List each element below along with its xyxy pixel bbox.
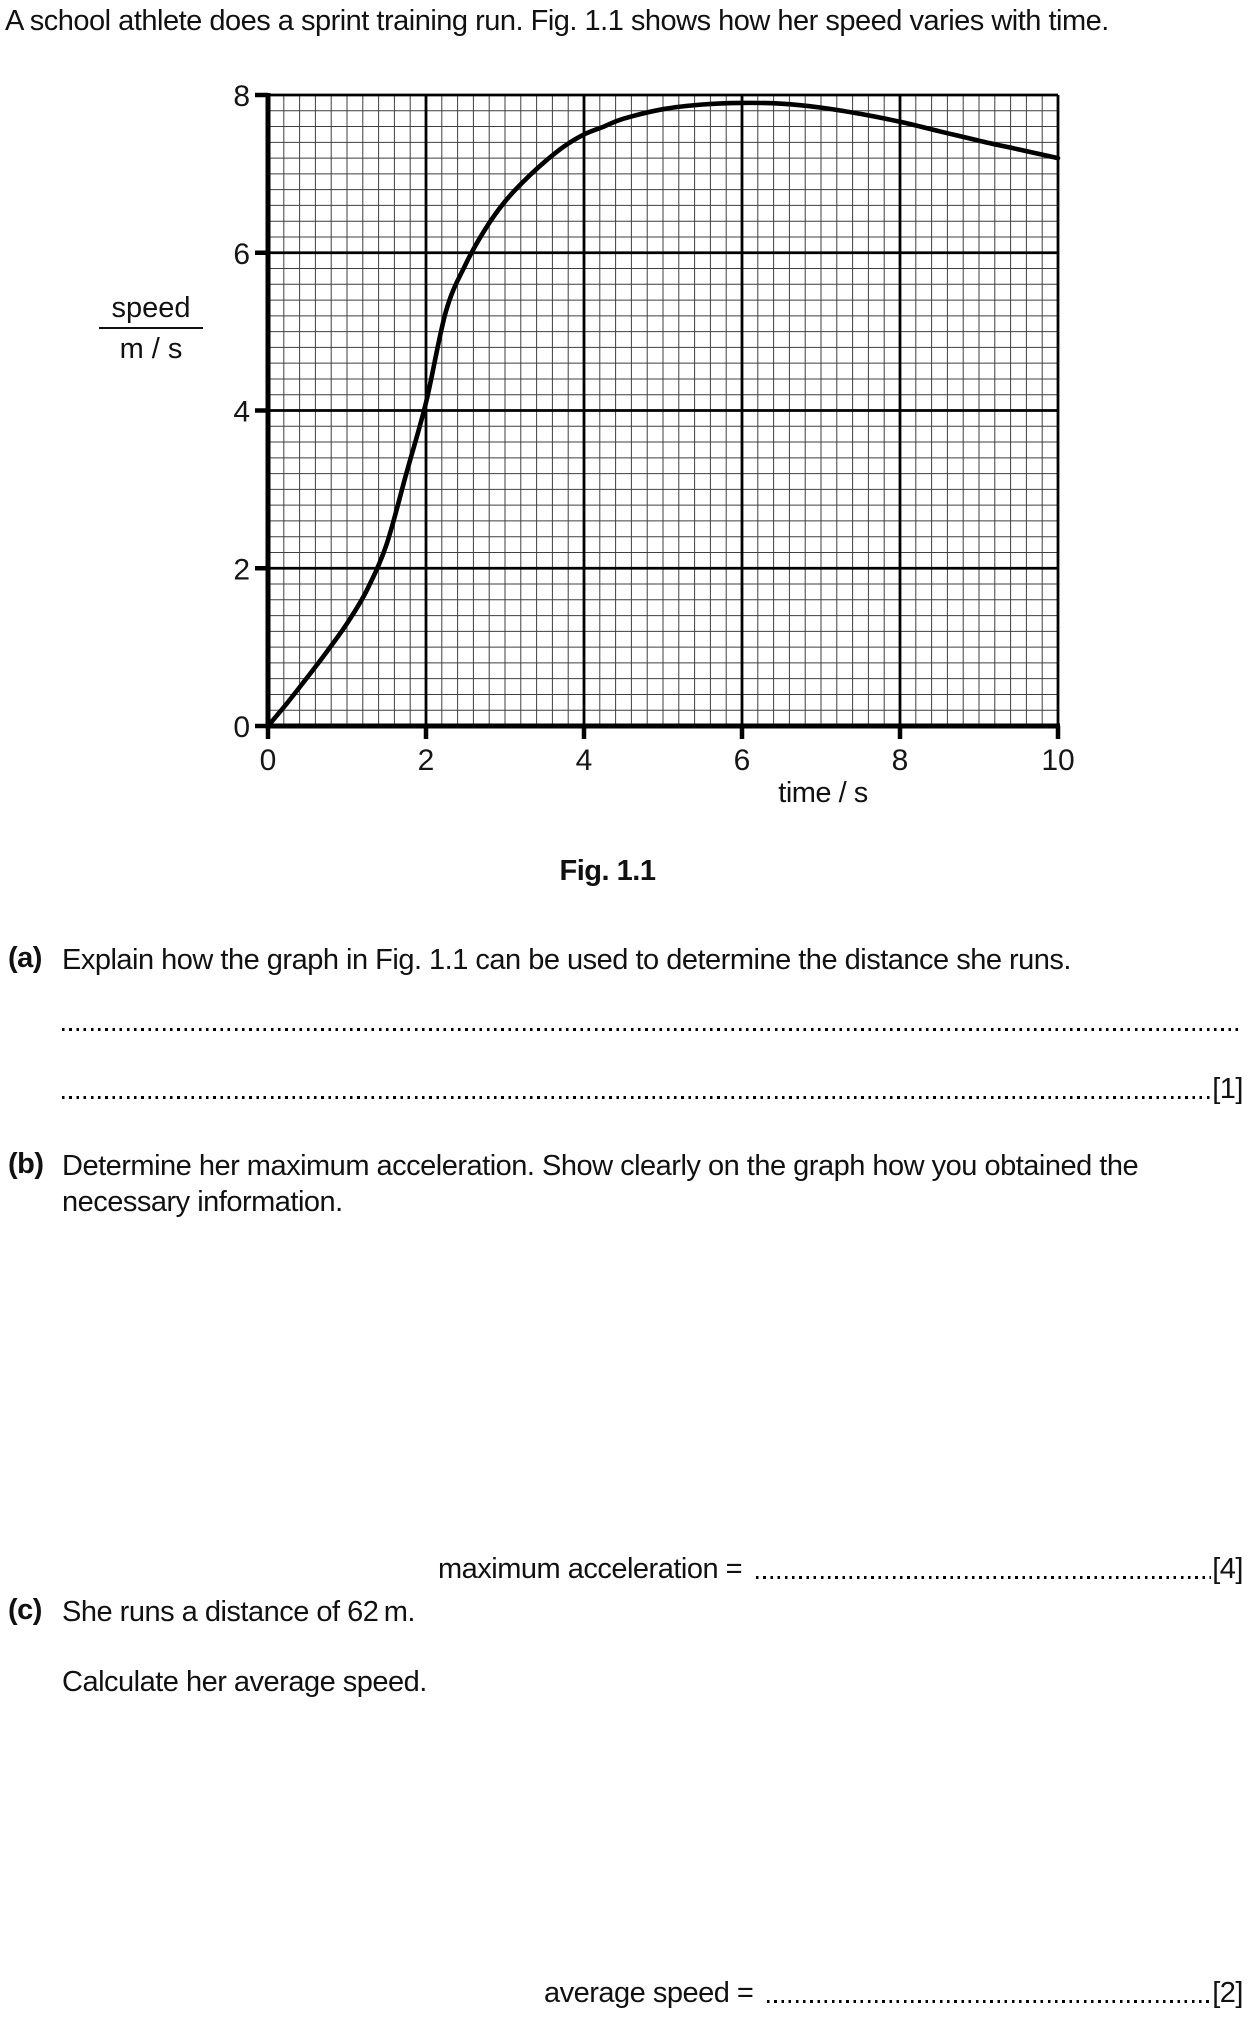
average-speed-label: average speed = — [544, 1977, 754, 2009]
answer-dots — [767, 2000, 1211, 2004]
fraction-bar — [99, 327, 203, 329]
marks-b: [4] — [1212, 1553, 1243, 1585]
y-tick-label: 6 — [233, 237, 250, 271]
marks-a: [1] — [1212, 1073, 1243, 1105]
y-tick-label: 0 — [233, 711, 250, 744]
answer-line-max-acceleration — [437, 1548, 1243, 1584]
question-c-label: (c) — [8, 1594, 42, 1626]
max-acceleration-label: maximum acceleration = — [438, 1553, 743, 1585]
x-tick-label: 4 — [575, 744, 593, 777]
question-c-text: She runs a distance of 62 m. — [62, 1596, 415, 1628]
intro-text: A school athlete does a sprint training run. Fig. 1.1 shows how her speed varies with time. — [5, 5, 1109, 37]
y-axis-label-unit: m / s — [119, 333, 183, 365]
y-tick-label: 8 — [233, 80, 250, 113]
x-tick-label: 0 — [259, 744, 277, 777]
y-axis-label-quantity: speed — [111, 292, 191, 324]
answer-line-average-speed — [543, 1972, 1243, 2008]
x-tick-label: 6 — [733, 744, 751, 777]
x-tick-label: 10 — [1041, 744, 1075, 777]
dotted-answer-line-2 — [62, 1068, 1243, 1104]
question-b-text-line1: Determine her maximum acceleration. Show clearly on the graph how you obtained the — [62, 1150, 1139, 1182]
speed-time-graph — [210, 48, 1110, 818]
answer-dots — [756, 1576, 1211, 1580]
question-c-text2: Calculate her average speed. — [62, 1666, 427, 1698]
figure-caption: Fig. 1.1 — [559, 855, 656, 887]
y-tick-label: 2 — [233, 553, 250, 587]
x-tick-label: 8 — [891, 744, 909, 777]
question-b-label: (b) — [8, 1148, 44, 1180]
x-tick-label: 2 — [417, 744, 435, 777]
question-a-label: (a) — [8, 942, 42, 974]
question-a-text: Explain how the graph in Fig. 1.1 can be used to determine the distance she runs. — [62, 944, 1071, 976]
question-b-text-line2: necessary information. — [62, 1186, 343, 1218]
x-axis-label: time / s — [778, 777, 868, 809]
answer-dots — [62, 1028, 1243, 1032]
answer-dots — [62, 1096, 1211, 1100]
marks-c: [2] — [1212, 1977, 1243, 2009]
y-axis-label — [95, 292, 207, 365]
y-tick-label: 4 — [233, 395, 250, 429]
dotted-answer-line-1 — [62, 1014, 1243, 1036]
